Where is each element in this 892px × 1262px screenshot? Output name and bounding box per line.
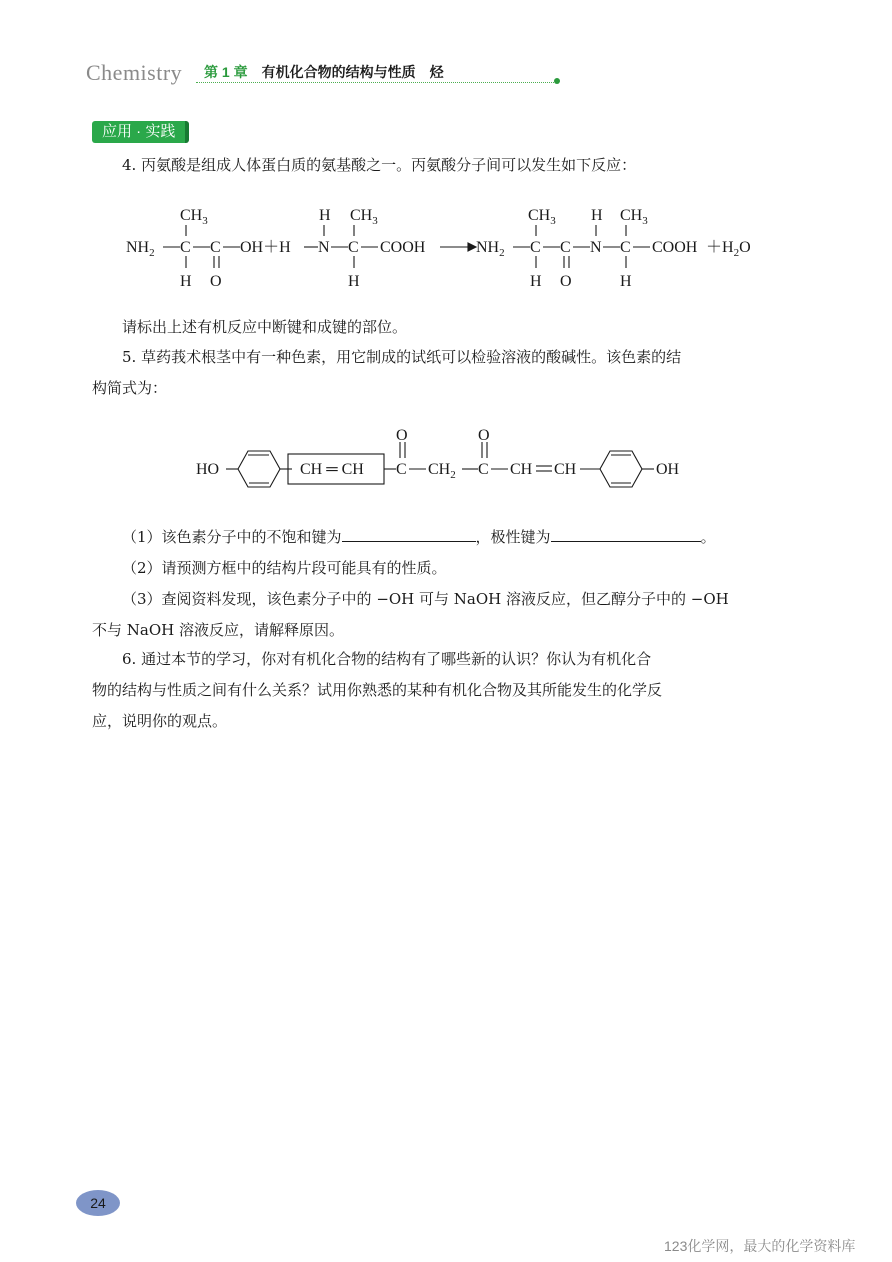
answer-blank-unsaturated[interactable] — [342, 523, 476, 542]
subquestion-3-line2: 不与 NaOH 溶液反应，请解释原因。 — [92, 621, 344, 639]
o-label-pig-1: O — [396, 427, 408, 444]
ch3-label-1: $CH_3$ — [180, 207, 208, 227]
question-5-subparts — [92, 522, 800, 646]
carbonyl-c-1: C — [396, 461, 407, 478]
pigment-structure — [190, 422, 710, 502]
chch-boxed-label: CH ═ CH — [300, 461, 364, 478]
ch2-label: $CH_2$ — [428, 461, 456, 481]
ch-label-2: CH — [554, 461, 577, 478]
o-label-p: O — [560, 273, 572, 290]
h-label-p1: H — [530, 273, 542, 290]
carbonyl-carbon-p: C — [560, 239, 571, 256]
alanine-reaction-scheme — [100, 198, 780, 298]
n-label-1: N — [318, 239, 330, 256]
ch-label-1: CH — [510, 461, 533, 478]
nh2-label-product: $NH_2$ — [476, 239, 505, 259]
running-header — [86, 56, 486, 88]
header-dot-icon — [554, 78, 560, 84]
ch3-label-p2: $CH_3$ — [620, 207, 648, 227]
footer-watermark: 123化学网，最大的化学资料库 — [664, 1238, 856, 1254]
chapter-title: 有机化合物的结构与性质 烃 — [261, 64, 444, 80]
subquestion-1: （1）该色素分子中的不饱和键为 ，极性键为 。 — [92, 522, 800, 553]
section-badge: 应用 · 实践 — [92, 121, 189, 143]
header-dotted-rule — [196, 82, 558, 83]
reaction-arrow-icon — [468, 243, 476, 251]
nh-h-label-p: H — [591, 207, 603, 224]
subquestion-3-line1: （3）查阅资料发现，该色素分子中的 −OH 可与 NaOH 溶液反应，但乙醇分子中的 −OH — [122, 590, 729, 608]
chapter-number: 第 1 章 — [204, 64, 248, 80]
brand-title: Chemistry — [86, 60, 183, 85]
question-5-text: 5. 草药莪术根茎中有一种色素，用它制成的试纸可以检验溶液的酸碱性。该色素的结 构简式为： — [92, 348, 682, 397]
oh-label-right: OH — [656, 461, 680, 478]
ch3-label-p1: $CH_3$ — [528, 207, 556, 227]
o-label-1: O — [210, 273, 222, 290]
question-4-text: 4. 丙氨酸是组成人体蛋白质的氨基酸之一。丙氨酸分子间可以发生如下反应： — [122, 156, 637, 174]
answer-blank-polar[interactable] — [551, 523, 701, 542]
h-label-1: H — [180, 273, 192, 290]
carbon-alpha-p1: C — [530, 239, 541, 256]
nh2-label: $NH_2$ — [126, 239, 155, 259]
carbon-alpha-1: C — [180, 239, 191, 256]
plus-water-label: $+H_2O$ — [706, 239, 751, 259]
nh-h-label-1: H — [319, 207, 331, 224]
h-label-2: H — [348, 273, 360, 290]
chapter-heading — [204, 62, 444, 82]
question-6-text: 6. 通过本节的学习，你对有机化合物的结构有了哪些新的认识？你认为有机化合 物的结构与性质之间有什么关系？试用你熟悉的某种有机化合物及其所能发生的化学反 应，说明你的观点。 — [92, 650, 663, 730]
carbon-alpha-p2: C — [620, 239, 631, 256]
oh-plus-h-label: OH＋H — [240, 239, 291, 256]
n-label-p: N — [590, 239, 602, 256]
question-4-instruction: 请标出上述有机反应中断键和成键的部位。 — [122, 318, 408, 336]
subquestion-2: （2）请预测方框中的结构片段可能具有的性质。 — [122, 559, 447, 577]
carbon-alpha-2: C — [348, 239, 359, 256]
carbonyl-carbon-1: C — [210, 239, 221, 256]
benzene-ring-left-icon — [238, 451, 280, 487]
carbonyl-c-2: C — [478, 461, 489, 478]
page-number: 24 — [76, 1190, 120, 1216]
cooh-label-1: COOH — [380, 239, 426, 256]
h-label-p2: H — [620, 273, 632, 290]
benzene-ring-right-icon — [600, 451, 642, 487]
cooh-label-p: COOH — [652, 239, 698, 256]
o-label-pig-2: O — [478, 427, 490, 444]
ch3-label-2: $CH_3$ — [350, 207, 378, 227]
ho-label-left: HO — [196, 461, 220, 478]
